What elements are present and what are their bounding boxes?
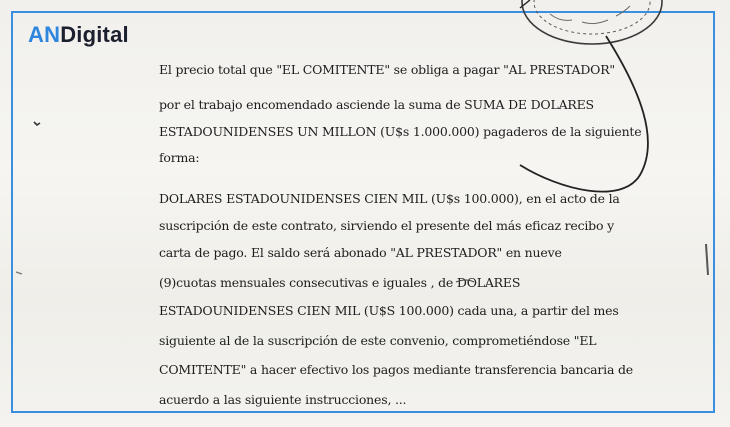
stamp-seal-graphic	[512, 0, 672, 48]
doc-line-2-7: COMITENTE" a hacer efectivo los pagos mediante transferencia bancaria de	[159, 362, 633, 377]
doc-line-2-6: siguiente al de la suscripción de este convenio, comprometiéndose "EL	[159, 333, 597, 348]
doc-line-1-3: ESTADOUNIDENSES UN MILLON (U$s 1.000.000) pagaderos de la siguiente	[159, 124, 642, 139]
doc-line-2-3: carta de pago. El saldo será abonado "AL PRESTADOR" en nueve	[159, 245, 562, 260]
doc-line-1-1: El precio total que "EL COMITENTE" se obliga a pagar "AL PRESTADOR"	[159, 62, 615, 77]
doc-line-2-8: acuerdo a las siguiente instrucciones, ...	[159, 392, 407, 407]
logo-digital: Digital	[60, 22, 129, 47]
doc-line-2-1: DOLARES ESTADOUNIDENSES CIEN MIL (U$s 100.000), en el acto de la	[159, 191, 620, 206]
doc-line-1-4: forma:	[159, 150, 200, 165]
doc-line-1-2: por el trabajo encomendado asciende la suma de SUMA DE DOLARES	[159, 97, 594, 112]
logo-an: AN	[28, 22, 61, 47]
andigital-logo	[28, 22, 129, 48]
doc-line-2-5: ESTADOUNIDENSES CIEN MIL (U$S 100.000) cada una, a partir del mes	[159, 303, 619, 318]
doc-line-2-2: suscripción de este contrato, sirviendo el presente del más eficaz recibo y	[159, 218, 614, 233]
doc-line-2-4: (9)cuotas mensuales consecutivas e iguales , de DOLARES	[159, 275, 521, 290]
